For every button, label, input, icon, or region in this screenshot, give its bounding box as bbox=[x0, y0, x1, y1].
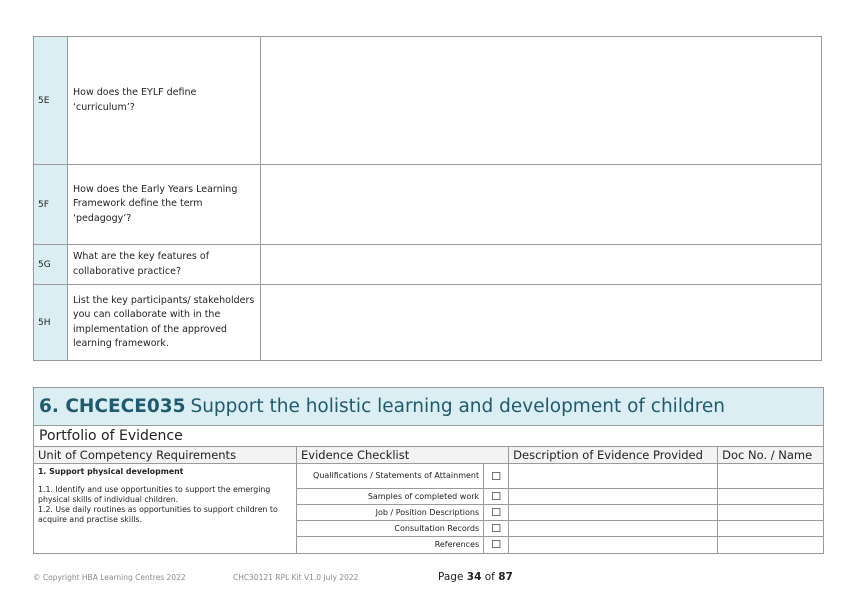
docno-cell[interactable] bbox=[718, 537, 823, 553]
description-cell[interactable] bbox=[509, 464, 718, 489]
docno-cell[interactable] bbox=[718, 521, 823, 537]
page-footer bbox=[33, 571, 733, 585]
description-cell[interactable] bbox=[509, 489, 718, 505]
answer-cell[interactable] bbox=[261, 37, 822, 165]
questions-table bbox=[33, 36, 822, 361]
question-row bbox=[34, 165, 822, 245]
question-id: 5E bbox=[34, 37, 68, 165]
evidence-label: Samples of completed work bbox=[297, 489, 484, 505]
requirement-heading: 1. Support physical development bbox=[38, 467, 184, 476]
question-row bbox=[34, 285, 822, 361]
evidence-label: References bbox=[297, 537, 484, 553]
col-evidence: Evidence Checklist bbox=[297, 447, 509, 464]
kit-version: CHC30121 RPL Kit V1.0 July 2022 bbox=[233, 573, 359, 582]
requirement-item: 1.2. Use daily routines as opportunities to support children to acquire and practise skills. bbox=[38, 505, 278, 524]
requirement-item: 1.1. Identify and use opportunities to support the emerging physical skills of individual children. bbox=[38, 485, 271, 504]
docno-cell[interactable] bbox=[718, 489, 823, 505]
description-cell[interactable] bbox=[509, 521, 718, 537]
page-current: 34 bbox=[466, 571, 482, 583]
col-description: Description of Evidence Provided bbox=[509, 447, 718, 464]
question-id: 5H bbox=[34, 285, 68, 361]
portfolio-heading: Portfolio of Evidence bbox=[34, 426, 823, 447]
evidence-label: Consultation Records bbox=[297, 521, 484, 537]
question-id: 5G bbox=[34, 245, 68, 285]
answer-cell[interactable] bbox=[261, 285, 822, 361]
unit-code: 6. CHCECE035 bbox=[39, 396, 186, 417]
evidence-checkbox[interactable]: ☐ bbox=[484, 489, 509, 505]
answer-cell[interactable] bbox=[261, 165, 822, 245]
copyright-text: © Copyright HBA Learning Centres 2022 bbox=[33, 573, 186, 582]
page-of: of bbox=[484, 571, 495, 583]
question-row bbox=[34, 37, 822, 165]
evidence-checkbox[interactable]: ☐ bbox=[484, 521, 509, 537]
unit-block bbox=[33, 387, 824, 554]
col-docno: Doc No. / Name bbox=[718, 447, 823, 464]
requirements-cell bbox=[34, 464, 297, 553]
question-id: 5F bbox=[34, 165, 68, 245]
col-requirements: Unit of Competency Requirements bbox=[34, 447, 297, 464]
unit-name: Support the holistic learning and development of children bbox=[190, 396, 726, 417]
evidence-table bbox=[34, 447, 823, 553]
question-text: How does the Early Years Learning Framework define the term ‘pedagogy’? bbox=[68, 165, 261, 245]
evidence-label: Qualifications / Statements of Attainment bbox=[297, 464, 484, 489]
evidence-label: Job / Position Descriptions bbox=[297, 505, 484, 521]
answer-cell[interactable] bbox=[261, 245, 822, 285]
docno-cell[interactable] bbox=[718, 505, 823, 521]
docno-cell[interactable] bbox=[718, 464, 823, 489]
description-cell[interactable] bbox=[509, 537, 718, 553]
header-row bbox=[34, 447, 823, 464]
question-text: List the key participants/ stakeholders you can collaborate with in the implementation of the approved learning framework. bbox=[68, 285, 261, 361]
page-label: Page bbox=[438, 571, 464, 583]
evidence-checkbox[interactable]: ☐ bbox=[484, 505, 509, 521]
question-row bbox=[34, 245, 822, 285]
description-cell[interactable] bbox=[509, 505, 718, 521]
question-text: How does the EYLF define ‘curriculum’? bbox=[68, 37, 261, 165]
page-number bbox=[438, 571, 513, 583]
page-total: 87 bbox=[498, 571, 513, 583]
question-text: What are the key features of collaborative practice? bbox=[68, 245, 261, 285]
evidence-row bbox=[34, 464, 823, 489]
unit-title bbox=[34, 388, 823, 426]
evidence-checkbox[interactable]: ☐ bbox=[484, 464, 509, 489]
evidence-checkbox[interactable]: ☐ bbox=[484, 537, 509, 553]
